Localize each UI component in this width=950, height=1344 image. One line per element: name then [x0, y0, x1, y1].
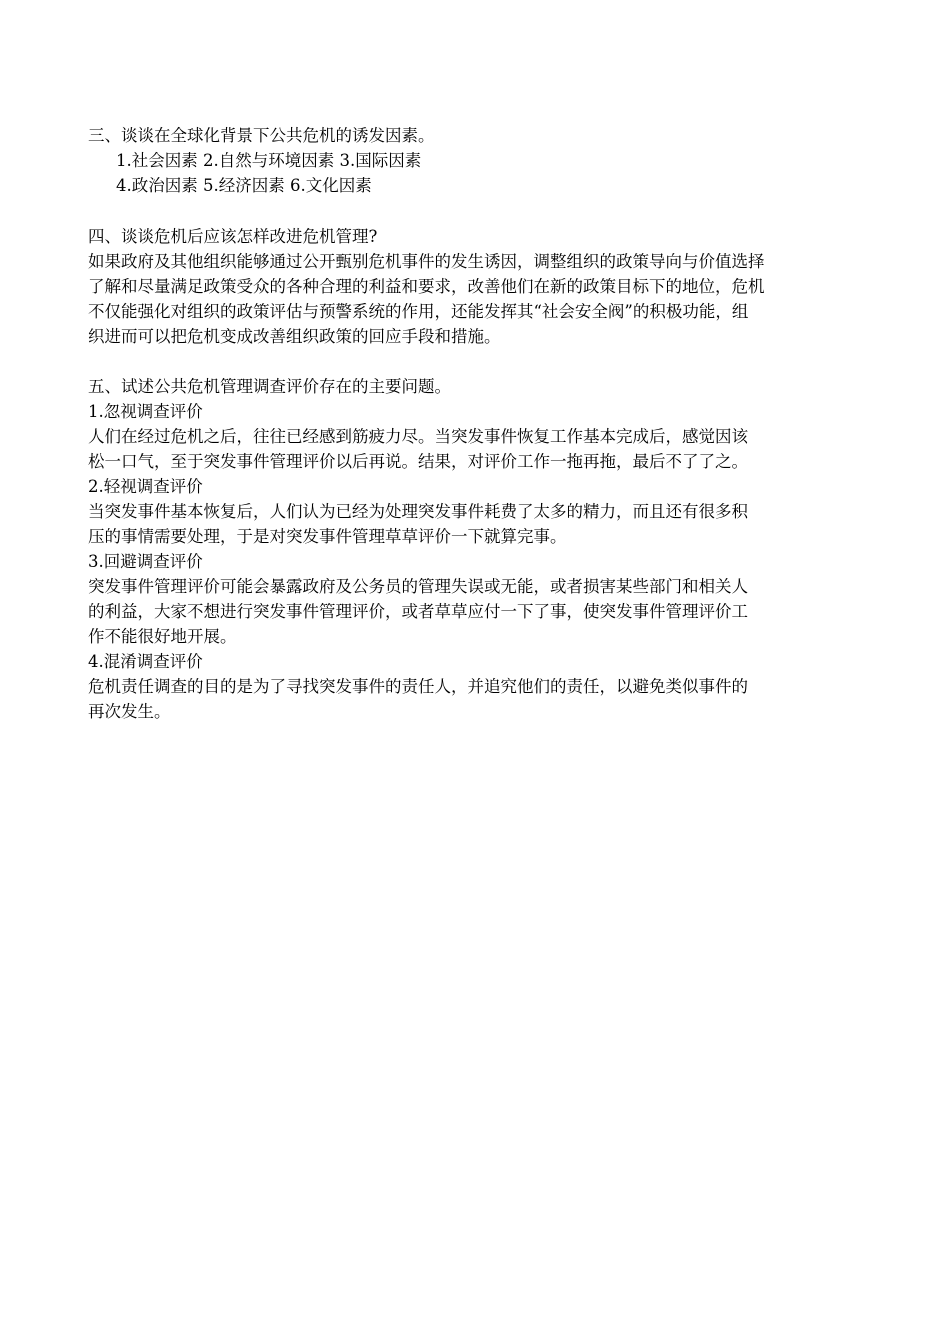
section-5-point-4-title: 4.混淆调查评价 — [88, 652, 203, 671]
section-5-point-1-title: 1.忽视调查评价 — [88, 402, 203, 421]
section-5-point-3-text: 突发事件管理评价可能会暴露政府及公务员的管理失误或无能，或者损害某些部门和相关人 — [88, 577, 748, 596]
section-5-point-4-text: 再次发生。 — [88, 702, 171, 721]
section-3-items-line-1: 1.社会因素 2.自然与环境因素 3.国际因素 — [116, 151, 422, 170]
section-5-point-3-title: 3.回避调查评价 — [88, 552, 203, 571]
section-5-point-2-text: 压的事情需要处理，于是对突发事件管理草草评价一下就算完事。 — [88, 527, 567, 546]
section-4-text-line: 如果政府及其他组织能够通过公开甄别危机事件的发生诱因，调整组织的政策导向与价值选择 — [88, 252, 765, 271]
section-4-text-line: 不仅能强化对组织的政策评估与预警系统的作用，还能发挥其“社会安全阀”的积极功能，组 — [88, 302, 749, 321]
section-5-point-2-text: 当突发事件基本恢复后，人们认为已经为处理突发事件耗费了太多的精力，而且还有很多积 — [88, 502, 748, 521]
section-5-point-3-text: 的利益，大家不想进行突发事件管理评价，或者草草应付一下了事，使突发事件管理评价工 — [88, 602, 748, 621]
section-5-point-1-text: 松一口气，至于突发事件管理评价以后再说。结果，对评价工作一拖再拖，最后不了了之。 — [88, 452, 748, 471]
section-5-point-4-text: 危机责任调查的目的是为了寻找突发事件的责任人，并追究他们的责任，以避免类似事件的 — [88, 677, 748, 696]
section-3-items-line-2: 4.政治因素 5.经济因素 6.文化因素 — [116, 176, 372, 195]
section-5-heading: 五、试述公共危机管理调查评价存在的主要问题。 — [88, 377, 451, 396]
section-5-point-1-text: 人们在经过危机之后，往往已经感到筋疲力尽。当突发事件恢复工作基本完成后，感觉因该 — [88, 427, 748, 446]
section-5-point-2-title: 2.轻视调查评价 — [88, 477, 203, 496]
section-4-text-line: 织进而可以把危机变成改善组织政策的回应手段和措施。 — [88, 327, 501, 346]
section-5-point-3-text: 作不能很好地开展。 — [88, 627, 237, 646]
section-3-heading: 三、谈谈在全球化背景下公共危机的诱发因素。 — [88, 126, 435, 145]
section-4-text-line: 了解和尽量满足政策受众的各种合理的利益和要求，改善他们在新的政策目标下的地位，危机 — [88, 277, 765, 296]
section-4-heading: 四、谈谈危机后应该怎样改进危机管理? — [88, 227, 378, 246]
